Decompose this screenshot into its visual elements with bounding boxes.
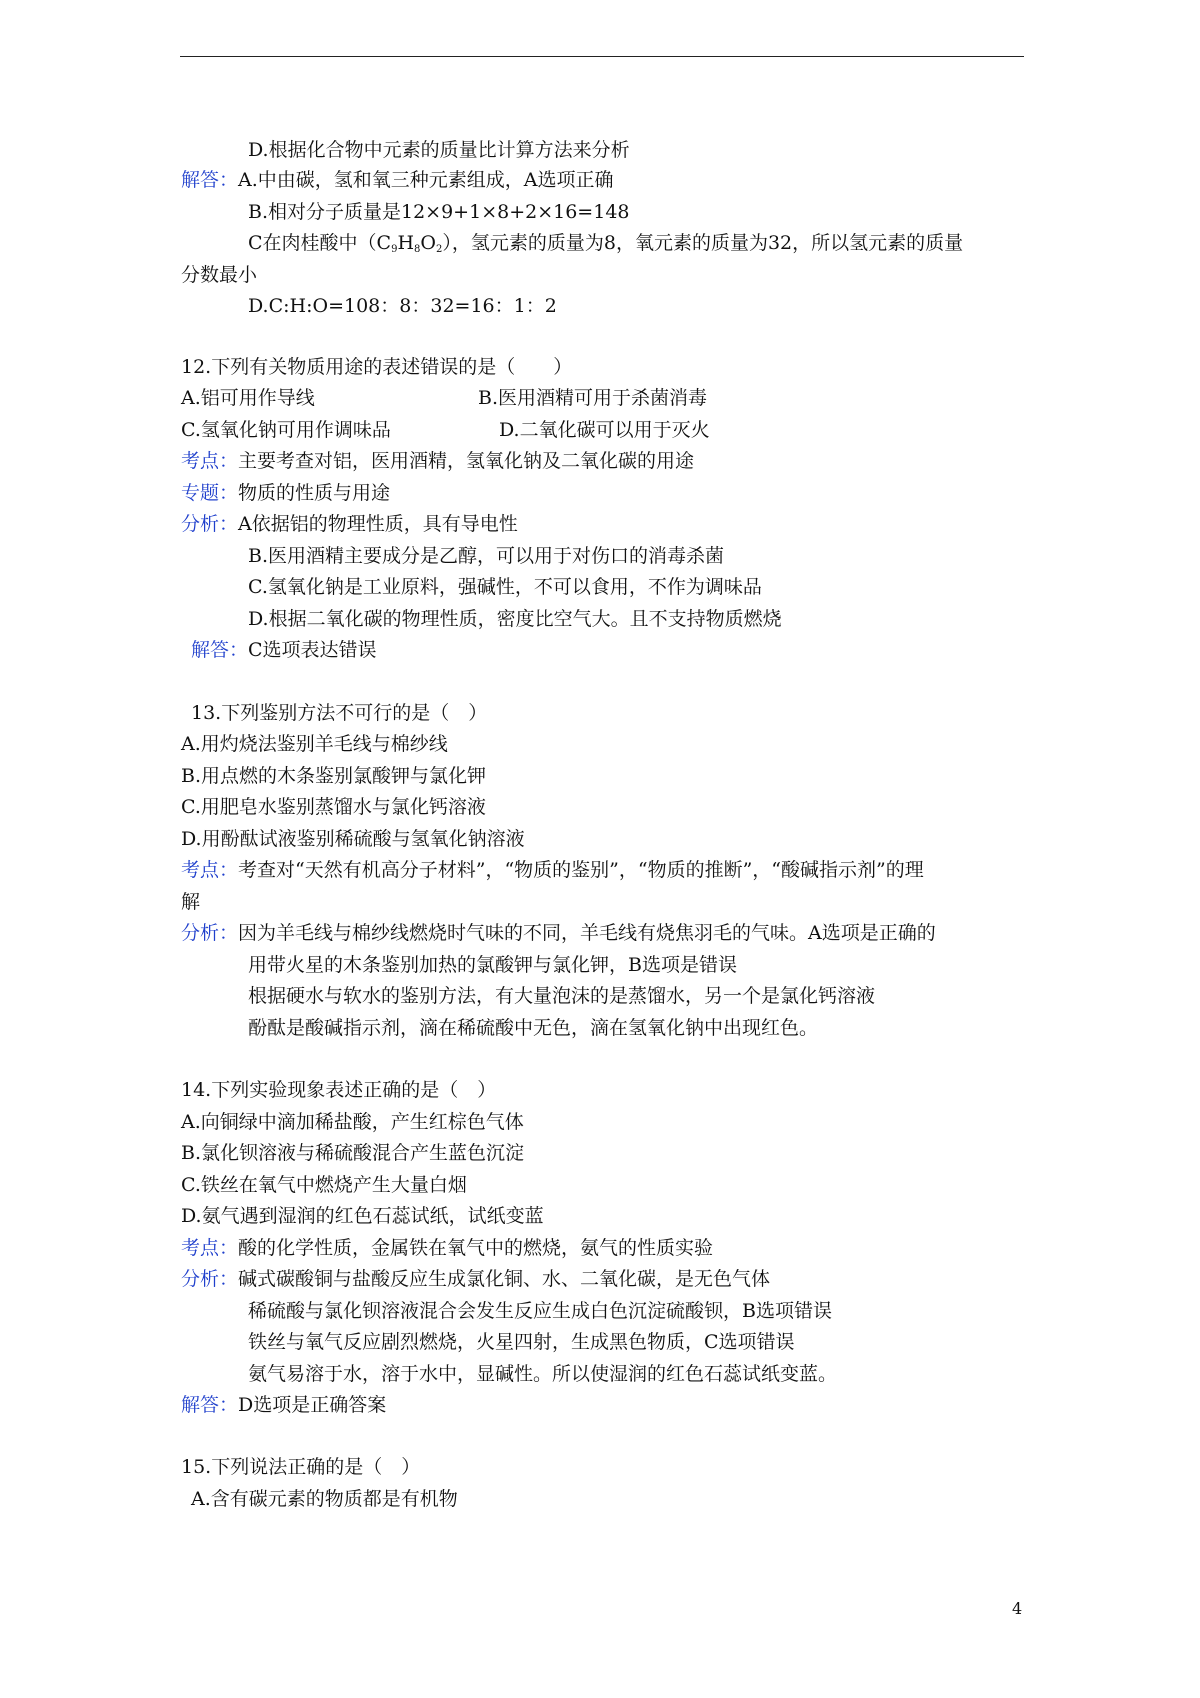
- answer-label: 解答：: [181, 169, 239, 191]
- q14-fenxi-4: 氨气易溶于水，溶于水中，显碱性。所以使湿润的红色石蕊试纸变蓝。: [248, 1363, 838, 1385]
- q12-fenxi-a: A依据铝的物理性质，具有导电性: [238, 513, 518, 535]
- q11-answer-c-text-1: C在肉桂酸中（C: [248, 232, 392, 254]
- kaodian-label: 考点：: [181, 859, 239, 881]
- q11-answer-c-text-2: ），氢元素的质量为8，氧元素的质量为32，所以氢元素的质量: [442, 232, 964, 254]
- header-rule: [180, 56, 1024, 57]
- zhuanti-label: 专题：: [181, 482, 239, 504]
- q14-option-d: D.氨气遇到湿润的红色石蕊试纸，试纸变蓝: [181, 1205, 544, 1227]
- q15-option-a: A.含有碳元素的物质都是有机物: [191, 1488, 458, 1510]
- q12-stem: 12.下列有关物质用途的表述错误的是（ ）: [181, 356, 573, 378]
- q12-option-c: C.氢氧化钠可用作调味品: [181, 419, 391, 441]
- q13-kaodian-text: 考查对“天然有机高分子材料”，“物质的鉴别”，“物质的推断”，“酸碱指示剂”的理: [238, 859, 924, 881]
- formula-element: O: [420, 232, 436, 254]
- q12-option-b: B.医用酒精可用于杀菌消毒: [478, 387, 708, 409]
- q12-fenxi-d: D.根据二氧化碳的物理性质，密度比空气大。且不支持物质燃烧: [248, 608, 782, 630]
- jieda-label: 解答：: [181, 1394, 239, 1416]
- q13-kaodian: [181, 858, 924, 882]
- q13-option-a: A.用灼烧法鉴别羊毛线与棉纱线: [181, 733, 448, 755]
- q12-option-a: A.铝可用作导线: [181, 387, 315, 409]
- q12-fenxi-b: B.医用酒精主要成分是乙醇，可以用于对伤口的消毒杀菌: [248, 545, 725, 567]
- q11-analysis-d: D.根据化合物中元素的质量比计算方法来分析: [248, 139, 630, 161]
- q11-answer-b: B.相对分子质量是12×9+1×8+2×16=148: [248, 201, 630, 223]
- q14-jieda: [181, 1393, 386, 1417]
- q12-jieda: [191, 638, 377, 662]
- fenxi-label: 分析：: [181, 1268, 239, 1290]
- q14-option-c: C.铁丝在氧气中燃烧产生大量白烟: [181, 1174, 467, 1196]
- page-number: 4: [1012, 1599, 1023, 1618]
- q14-fenxi-3: 铁丝与氧气反应剧烈燃烧，火星四射，生成黑色物质，C选项错误: [248, 1331, 795, 1353]
- jieda-label: 解答：: [191, 639, 249, 661]
- q12-fenxi: [181, 512, 518, 536]
- formula-element: H: [397, 232, 415, 254]
- q14-option-b: B.氯化钡溶液与稀硫酸混合产生蓝色沉淀: [181, 1142, 525, 1164]
- q12-fenxi-c: C.氢氧化钠是工业原料，强碱性，不可以食用，不作为调味品: [248, 576, 762, 598]
- q12-jieda-text: C选项表达错误: [248, 639, 377, 661]
- q13-fenxi-2: 用带火星的木条鉴别加热的氯酸钾与氯化钾，B选项是错误: [248, 954, 737, 976]
- q13-fenxi-1: 因为羊毛线与棉纱线燃烧时气味的不同，羊毛线有烧焦羽毛的气味。A选项是正确的: [238, 922, 936, 944]
- fenxi-label: 分析：: [181, 922, 239, 944]
- q11-answer-d: D.C:H:O=108：8：32=16：1：2: [248, 295, 557, 317]
- q14-kaodian: [181, 1236, 713, 1260]
- q12-kaodian: [181, 449, 694, 473]
- q12-kaodian-text: 主要考查对铝，医用酒精，氢氧化钠及二氧化碳的用途: [238, 450, 695, 472]
- formula-subscript: 9: [391, 244, 398, 255]
- q15-stem: 15.下列说法正确的是（ ）: [181, 1456, 421, 1478]
- q11-answer-line-a: [181, 168, 614, 192]
- q14-fenxi-1: 碱式碳酸铜与盐酸反应生成氯化铜、水、二氧化碳，是无色气体: [238, 1268, 771, 1290]
- fenxi-label: 分析：: [181, 513, 239, 535]
- q14-stem: 14.下列实验现象表述正确的是（ ）: [181, 1079, 497, 1101]
- kaodian-label: 考点：: [181, 1237, 239, 1259]
- formula-subscript: 8: [414, 244, 421, 255]
- q13-stem: 13.下列鉴别方法不可行的是（ ）: [191, 702, 488, 724]
- kaodian-label: 考点：: [181, 450, 239, 472]
- q14-option-a: A.向铜绿中滴加稀盐酸，产生红棕色气体: [181, 1111, 524, 1133]
- q14-kaodian-text: 酸的化学性质，金属铁在氧气中的燃烧，氨气的性质实验: [238, 1237, 714, 1259]
- q12-zhuanti-text: 物质的性质与用途: [238, 482, 391, 504]
- formula-subscript: 2: [435, 244, 443, 255]
- q13-fenxi: [181, 921, 936, 945]
- q13-option-b: B.用点燃的木条鉴别氯酸钾与氯化钾: [181, 765, 487, 787]
- q12-option-d: D.二氧化碳可以用于灭火: [499, 419, 710, 441]
- q13-fenxi-4: 酚酞是酸碱指示剂，滴在稀硫酸中无色，滴在氢氧化钠中出现红色。: [248, 1017, 819, 1039]
- q13-option-d: D.用酚酞试液鉴别稀硫酸与氢氧化钠溶液: [181, 828, 525, 850]
- q11-answer-c: [248, 231, 963, 255]
- q14-fenxi-2: 稀硫酸与氯化钡溶液混合会发生反应生成白色沉淀硫酸钡，B选项错误: [248, 1300, 832, 1322]
- q12-zhuanti: [181, 481, 390, 505]
- q13-kaodian-continued: 解: [181, 891, 201, 913]
- q13-option-c: C.用肥皂水鉴别蒸馏水与氯化钙溶液: [181, 796, 486, 818]
- q14-fenxi: [181, 1267, 770, 1291]
- q11-answer-a: A.中由碳，氢和氧三种元素组成，A选项正确: [238, 169, 614, 191]
- q13-fenxi-3: 根据硬水与软水的鉴别方法，有大量泡沫的是蒸馏水，另一个是氯化钙溶液: [248, 985, 876, 1007]
- q11-answer-c-continued: 分数最小: [181, 264, 258, 286]
- q14-jieda-text: D选项是正确答案: [238, 1394, 387, 1416]
